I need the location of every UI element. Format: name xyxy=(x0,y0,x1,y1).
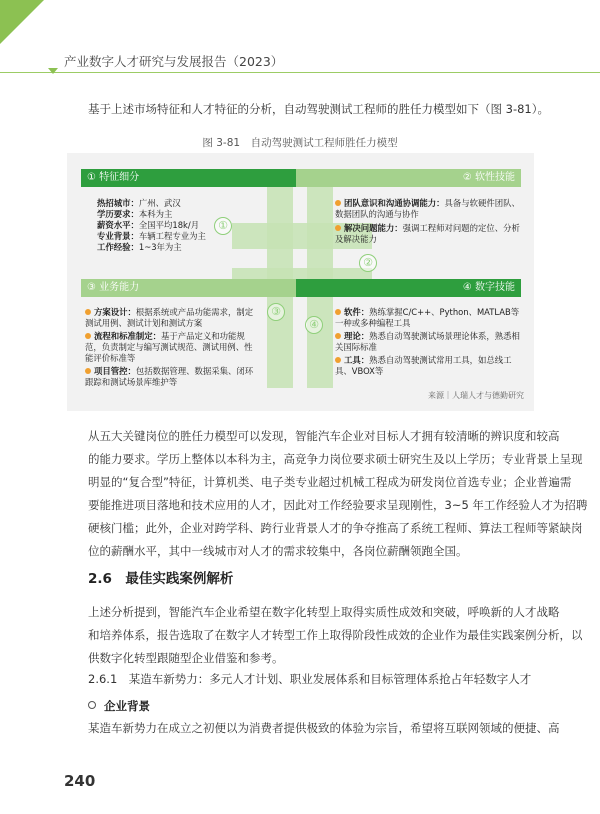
q4-item: 理论：熟悉自动驾驶测试场景理论体系，熟悉相关国际标准 xyxy=(335,331,520,352)
q2-item: 团队意识和沟通协调能力：具备与软硬件团队、数据团队的沟通与协作 xyxy=(335,198,520,219)
q2-list xyxy=(335,198,520,245)
q4-band: ④ 数字技能 xyxy=(296,279,521,297)
q4-list xyxy=(335,307,520,377)
corner-decoration xyxy=(0,0,44,44)
subsection-heading: 2.6.1 某造车新势力：多元人才计划、职业发展体系和目标管理体系抢占年轻数字人才 xyxy=(88,672,532,686)
text-line: 位的薪酬水平，其中一线城市对人才的需求较集中，各岗位薪酬领跑全国。 xyxy=(88,544,468,558)
bullet-icon xyxy=(335,357,341,363)
bullet-icon xyxy=(335,309,341,315)
bullet-icon xyxy=(335,225,341,231)
q4-item: 软件：熟练掌握C/C++、Python、MATLAB等一种或多种编程工具 xyxy=(335,307,520,328)
body-paragraph-3: 某造车新势力在成立之初便以为消费者提供极致的体验为宗旨，希望将互联网领域的便捷、高 xyxy=(88,721,560,735)
text-line: 硬核门槛；此外，企业对跨学科、跨行业背景人才的争夺推高了系统工程师、算法工程师等紧缺岗 xyxy=(88,521,583,535)
quadrant-mark-2: ② xyxy=(359,254,377,272)
text-line: 和培养体系，报告选取了在数字人才转型工作上取得阶段性成效的企业作为最佳实践案例分析，以 xyxy=(88,628,583,642)
q3-item: 流程和标准制定：基于产品定义和功能规范，负责制定与编写测试规范、测试用例、性能评价标准等 xyxy=(85,331,253,363)
q1-band: ① 特征细分 xyxy=(81,169,296,187)
q3-list xyxy=(85,307,260,388)
q1-row: 工作经验：1~3年为主 xyxy=(97,242,182,252)
bullet-icon xyxy=(85,368,91,374)
q3-item: 项目管控：包括数据管理、数据采集、闭环跟踪和测试场景库维护等 xyxy=(85,366,254,387)
q1-row: 热招城市：广州、武汉 xyxy=(97,198,181,208)
bullet-icon xyxy=(335,333,341,339)
bullet-icon xyxy=(335,200,341,206)
text-line: 要能推进项目落地和技术应用的人才，因此对工作经验要求呈现刚性，3~5 年工作经验人才为招聘 xyxy=(88,498,588,512)
text-line: 的能力要求。学历上整体以本科为主，高竞争力岗位要求硕士研究生及以上学历；专业背景上呈现 xyxy=(88,452,583,466)
header-rule-marker xyxy=(48,68,58,74)
q3-band: ③ 业务能力 xyxy=(81,279,296,297)
quadrant-mark-1: ① xyxy=(214,217,232,235)
bullet-icon xyxy=(85,333,91,339)
page-number: 240 xyxy=(64,772,96,790)
q4-item: 工具：熟悉自动驾驶测试常用工具，如总线工具、VBOX等 xyxy=(335,355,512,376)
q3-item: 方案设计：根据系统或产品功能需求，制定测试用例、测试计划和测试方案 xyxy=(85,307,254,328)
q2-band: ② 软性技能 xyxy=(296,169,521,187)
q1-list xyxy=(97,198,257,253)
quadrant-mark-3: ③ xyxy=(267,303,285,321)
bullet-icon xyxy=(85,309,91,315)
running-header: 产业数字人才研究与发展报告（2023） xyxy=(64,54,284,69)
text-line: 上述分析提到，智能汽车企业希望在数字化转型上取得实质性成效和突破，呼唤新的人才战略 xyxy=(88,605,560,619)
intro-paragraph: 基于上述市场特征和人才特征的分析，自动驾驶测试工程师的胜任力模型如下（图 3-81）。 xyxy=(88,102,550,116)
figure-caption: 图 3-81 自动驾驶测试工程师胜任力模型 xyxy=(202,137,398,149)
quadrant-mark-4: ④ xyxy=(305,316,323,334)
figure-source: 来源｜人瑞人才与德勤研究 xyxy=(428,391,524,400)
ring-icon xyxy=(88,701,96,709)
q2-item: 解决问题能力：强调工程师对问题的定位、分析及解决能力 xyxy=(335,223,520,244)
q1-row: 学历要求：本科为主 xyxy=(97,209,173,219)
text-line: 从五大关键岗位的胜任力模型可以发现，智能汽车企业对目标人才拥有较清晰的辨识度和较高 xyxy=(88,429,560,443)
q1-row: 薪资水平：全国平均18k/月 xyxy=(97,220,200,230)
q1-row: 专业背景：车辆工程专业为主 xyxy=(97,231,206,241)
text-line: 明显的“复合型”特征，计算机类、电子类专业超过机械工程成为研发岗位首选专业；企业普遍需 xyxy=(88,475,572,489)
section-heading: 2.6 最佳实践案例解析 xyxy=(88,571,234,587)
competency-model-figure xyxy=(67,153,534,411)
subsubsection-heading: 企业背景 xyxy=(88,698,150,714)
header-rule xyxy=(0,72,600,73)
text-line: 供数字化转型跟随型企业借鉴和参考。 xyxy=(88,651,284,665)
